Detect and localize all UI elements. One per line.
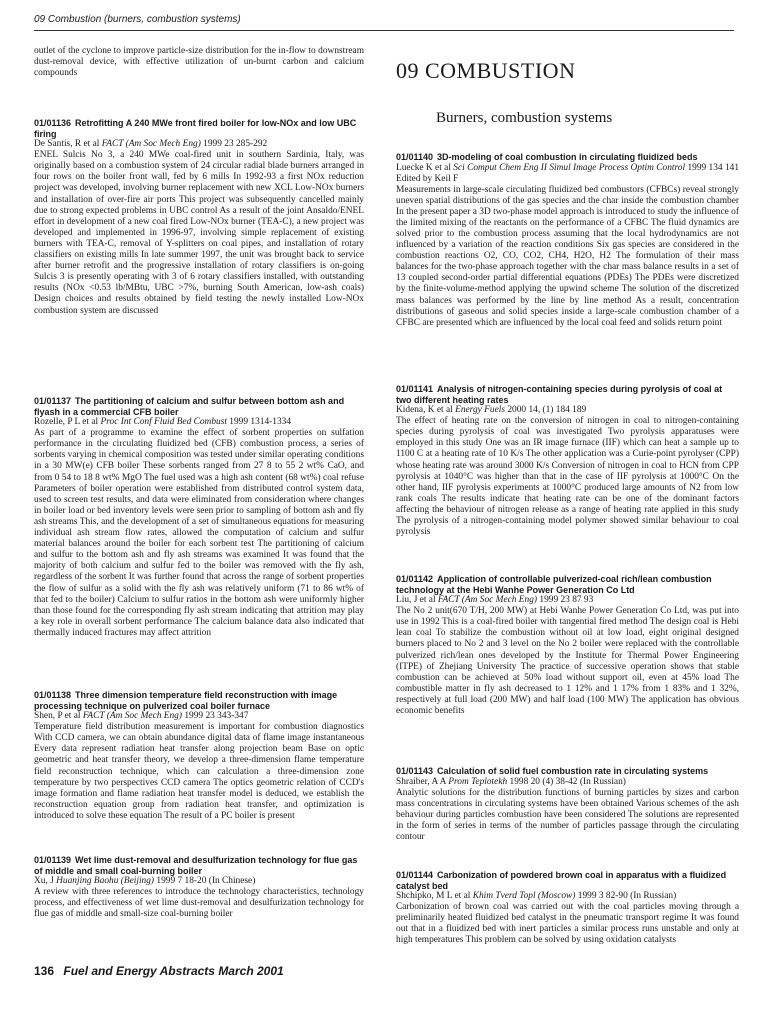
entry-reference	[396, 891, 739, 902]
entry-number: 01/01143	[396, 766, 434, 776]
entry-citation: 1999 7 18-20 (In Chinese)	[156, 876, 256, 887]
entry-title-text: Three dimension temperature field reconstruction with image processing technique on pulverized coal boiler furnace	[34, 690, 338, 711]
entry-title-text: Application of controllable pulverized-coal rich/lean combustion technology at the Hebi Wanhe Power Generation Co Ltd	[396, 574, 712, 595]
entry-title	[34, 396, 364, 417]
entry-reference	[396, 777, 739, 788]
entry-reference	[396, 163, 739, 185]
entry-source: Energy Fuels	[455, 405, 505, 416]
entry-title	[396, 152, 739, 163]
entry-abstract: The No 2 unit(670 T/H, 200 MW) at Hebi Wanhe Power Generation Co Ltd, was put into use in 1992 This is a coal-fired boiler with tangential fired method The design coal is Hebi lean coal To stabilize the combustion without oil at low load, eight original designed burners placed to No 2 and 3 level on the No 2 boiler were replaced with the controllable pulverized rich/lean ones developed by the Institute for Thermal Power Engineering (ITPE) of Zhejiang University The practice of successive operation shows that stable combustion can be achieved at 50% load without support oil, even at 45% load The combustible matter in fly ash decreased to 1 12% and 1 17% from 1 83% and 1 32%, respectively at full load (200 MW) and half load (100 MW) The application has obvious economic benefits	[396, 606, 739, 717]
entry-reference	[34, 711, 364, 722]
entry-source: FACT (Am Soc Mech Eng)	[101, 139, 201, 150]
entry-authors: De Santis, R et al	[34, 139, 100, 150]
right-column	[396, 40, 739, 960]
page-number: 136	[34, 964, 55, 978]
entry-source: Sci Comput Chem Eng II Simul Image Process Optim Control	[453, 162, 686, 173]
entry-title-text: Analysis of nitrogen-containing species during pyrolysis of coal at two different heating rates	[396, 384, 723, 405]
entry-abstract: Carbonization of brown coal was carried out with the coal particles moving through a preliminarily heated fluidized bed catalyst in the pneumatic transport regime It was found out that in a fluidized bed with inert particles a similar process runs unstable and only at high temperatures This problem can be solved by using oxidation catalysts	[396, 902, 739, 946]
entry-number: 01/01142	[396, 574, 434, 584]
entry-citation: 1999 23 87 93	[539, 595, 594, 606]
entry-abstract: The effect of heating rate on the conversion of nitrogen in coal to nitrogen-containing species during pyrolysis of coal was investigated Two pyrolysis apparatuses were employed in this study One was an IR image furnace (IIF) which can heat a sample up to 1100 C at a heating rate of 10 K/s The other application was a Curie-point pyrolyser (CPP) whose heating rate was around 3000 K/s Conversion of nitrogen in coal to HCN from CPP pyrolysis at 1040°C was higher than that in the case of IIF pyrolysis at 1000°C On the other hand, IIF pyrolysis experiments at 1000°C produced large amounts of N2 from low rank coals The results indicate that heating rate can be one of the dominant factors affecting the behaviour of nitrogen release as a range of heating rate applied in this study The pyrolysis of a nitrogen-containing model polymer showed similar behaviour to coal pyrolysis	[396, 416, 739, 538]
entry-title-text: Calculation of solid fuel combustion rate in circulating systems	[437, 766, 709, 776]
entry-number: 01/01139	[34, 855, 72, 865]
entry-source: Khim Tverd Topl (Moscow)	[472, 891, 576, 902]
abstract-entry	[396, 766, 739, 843]
entry-citation: 1999 23 343-347	[184, 711, 249, 722]
entry-title-text: Wet lime dust-removal and desulfurization technology for flue gas of middle and small coal-burning boiler	[34, 855, 358, 876]
entry-title-text: Retrofitting A 240 MWe front fired boiler for low-NOx and low UBC firing	[34, 118, 357, 139]
entry-source: FACT (Am Soc Mech Eng)	[82, 711, 182, 722]
entry-authors: Shen, P et al	[34, 711, 81, 722]
running-header: 09 Combustion (burners, combustion systems)	[34, 14, 241, 25]
entry-title	[34, 118, 364, 139]
entry-abstract: ENEL Sulcis No 3, a 240 MWe coal-fired unit in southern Sardinia, Italy, was originally based on a combustion system of 24 circular radial blade burners arranged in four rows on the boiler front wall, fed by 6 mills In 1992-93 a first NOx reduction project was developed, involving burner replacement with new XCL Low-NOx burners and installation of over-fire air ports This project was subsequently cancelled mainly due to strong expected problems in UBC control As a result of the joint Ansaldo/ENEL effort in development of a new coal fired Low-NOx burner (TEA-C), a new project was developed and implemented in 1996-97, involving simple replacement of existing burners with TEA-C, removal of Y-splitters on coal pipes, and installation of rotary classifiers on existing mills In late summer 1997, the unit was brought back to service after burner retrofit and the progressive installation of rotary classifiers is on-going Sulcis 3 is presently operating with 3 of 6 rotary classifiers installed, with outstanding results (NOx <0.53 lb/MBtu, UBC >7%, burning South American, low-ash coals) Design choices and results obtained by field testing the newly installed Low-NOx combustion system are discussed	[34, 150, 364, 316]
journal-name: Fuel and Energy Abstracts	[63, 964, 215, 978]
entry-number: 01/01140	[396, 152, 434, 162]
entry-title	[396, 870, 739, 891]
entry-reference	[34, 139, 364, 150]
entry-citation: 1999 1314-1334	[229, 417, 292, 428]
entry-authors: Rozelle, P L et al	[34, 417, 99, 428]
page-footer	[34, 964, 284, 978]
entry-title	[34, 690, 364, 711]
abstract-entry	[34, 396, 364, 639]
header-rule	[34, 30, 734, 31]
entry-citation: 1998 20 (4) 38-42 (In Russian)	[509, 776, 626, 787]
abstract-entry	[396, 870, 739, 947]
issue-date: March 2001	[218, 964, 284, 978]
entry-citation: 1999 3 82-90 (In Russian)	[577, 891, 677, 902]
entry-source: Proc Int Conf Fluid Bed Combust	[100, 417, 227, 428]
entry-number: 01/01144	[396, 870, 434, 880]
entry-authors: Xu, J	[34, 876, 54, 887]
entry-number: 01/01138	[34, 690, 72, 700]
entry-title	[396, 384, 739, 405]
left-column	[34, 40, 364, 960]
entry-source: FACT (Am Soc Mech Eng)	[437, 595, 538, 606]
entry-number: 01/01137	[34, 396, 72, 406]
abstract-entry	[34, 118, 364, 317]
section-title: 09 COMBUSTION	[396, 58, 576, 83]
entry-reference	[396, 405, 739, 416]
entry-abstract: As part of a programme to examine the effect of sorbent properties on sulfation performance in the circulating fluidized bed (CFB) combustion process, a series of sorbents varying in chemical composition was tested under similar operating conditions in a 30 MW(e) CFB boiler These sorbents ranged from 27 8 to 55 2 wt% CaO, and from 0 54 to 18 8 wt% MgO The fuel used was a high ash content (68 wt%) coal refuse Parameters of boiler operation were established from distributed control system data, used to screen test results, and data were eliminated from consideration where changes in boiler load or bed inventory levels were seen prior to sampling of bottom ash and fly ash streams This, and the development of a set of simultaneous equations for measuring individual ash stream flow rates, allowed the computation of calcium and sulfur material balances around the boiler for each sorbent test The partitioning of calcium and sulfur to the bottom ash and fly ash streams was examined It was found that the majority of both calcium and sulfur fed to the boiler was removed with the fly ash, regardless of the sorbent It was further found that across the range of sorbent properties the flow of sulfur as a solid with the fly ash was relatively uniform (71 to 86 wt% of that fed to the boiler) Calcium to sulfur ratios in the bottom ash were uniformly higher than those found for the corresponding fly ash stream indicating that attrition may play a key role in overall sorbent performance The calcium balance data also indicated that thermally induced fractures may affect attrition	[34, 428, 364, 638]
abstract-entry	[396, 574, 739, 717]
section-subtitle: Burners, combustion systems	[436, 110, 613, 126]
entry-authors: Kidena, K et al	[396, 405, 453, 416]
abstract-entry	[396, 152, 739, 329]
entry-title	[396, 766, 739, 777]
entry-citation: 1999 23 285-292	[203, 139, 268, 150]
entry-reference	[396, 595, 739, 606]
continued-text: outlet of the cyclone to improve particle-size distribution for the in-flow to downstream dust-removal device, with effective utilization of un-burnt carbon and calcium compounds	[34, 46, 364, 79]
entry-number: 01/01136	[34, 118, 72, 128]
abstract-entry	[34, 855, 364, 920]
entry-authors: Luecke K et al	[396, 162, 451, 173]
entry-authors: Liu, J et al	[396, 595, 436, 606]
entry-abstract: Measurements in large-scale circulating fluidized bed combustors (CFBCs) reveal strongly uneven spatial distributions of the gas species and the char inside the combustion chamber In the present paper a 3D two-phase model approach is introduced to study the influence of the limited mixing of the reactants on the performance of a CFBC The fluid dynamics are solved prior to the combustion process assuming that the local hydrodynamics are not influenced by a variation of the reaction conditions Six gas species are considered in the combustion reactions O2, CO, CO2, CH4, H2O, H2 The formulation of their mass balances for the two-phase approach together with the char mass balance results in a set of 13 coupled second-order partial differential equations (PDEs) The PDEs were discretized by the finite-volume-method applying the upwind scheme The solution of the discretized mass balances was performed by the line by line method As a result, concentration distributions of gaseous and solid species inside a large-scale combustion chamber of a CFBC are presented which are influenced by the local coal feed and solids return point	[396, 184, 739, 328]
entry-citation: 2000 14, (1) 184 189	[507, 405, 587, 416]
abstract-entry	[396, 384, 739, 538]
entry-title-text: 3D-modeling of coal combustion in circulating fluidized beds	[437, 152, 698, 162]
entry-citation: 1999 134 141 Edited by Keil F	[396, 162, 740, 184]
entry-authors: Shraiber, A A	[396, 776, 446, 787]
entry-source: Prom Teplotekh	[448, 776, 508, 787]
entry-abstract: Temperature field distribution measurement is important for combustion diagnostics With CCD camera, we can obtain abundance digital data of flame image instantaneous Every data represent radiation heat transfer along projection beam Base on optic geometric and heat transfer theory, we develop a three-dimension flame temperature field reconstruction technique, which can calculation a three-dimension zone temperature by two perspectives CCD camera The optics geometric relation of CCD's image formation and flame radiation heat transfer model is deduced, we establish the reconstruction equation group from radiation heat transfer, and optimization is introduced to solve these equation The result of a PC boiler is present	[34, 722, 364, 821]
entry-authors: Shchipko, M L et al	[396, 891, 471, 902]
entry-source: Huanjing Baohu (Beijing)	[56, 876, 155, 887]
entry-title	[34, 855, 364, 876]
entry-title-text: The partitioning of calcium and sulfur between bottom ash and flyash in a commercial CFB boiler	[34, 396, 345, 417]
entry-abstract: A review with three references to introduce the technology characteristics, technology process, and effectiveness of wet lime dust-removal and desulfurization technology for flue gas of middle and small-size coal-burning boiler	[34, 887, 364, 920]
entry-reference	[34, 417, 364, 428]
entry-reference	[34, 876, 364, 887]
entry-title	[396, 574, 739, 595]
entry-abstract: Analytic solutions for the distribution functions of burning particles by sizes and carbon mass concentrations in circulating systems have been obtained Various schemes of the ash behaviour during particles combustion have been considered The solutions are represented in the form of series in terms of the number of particles passage through the circulating contour	[396, 787, 739, 842]
entry-number: 01/01141	[396, 384, 434, 394]
entry-title-text: Carbonization of powdered brown coal in apparatus with a fluidized catalyst bed	[396, 870, 727, 891]
abstract-entry	[34, 690, 364, 822]
